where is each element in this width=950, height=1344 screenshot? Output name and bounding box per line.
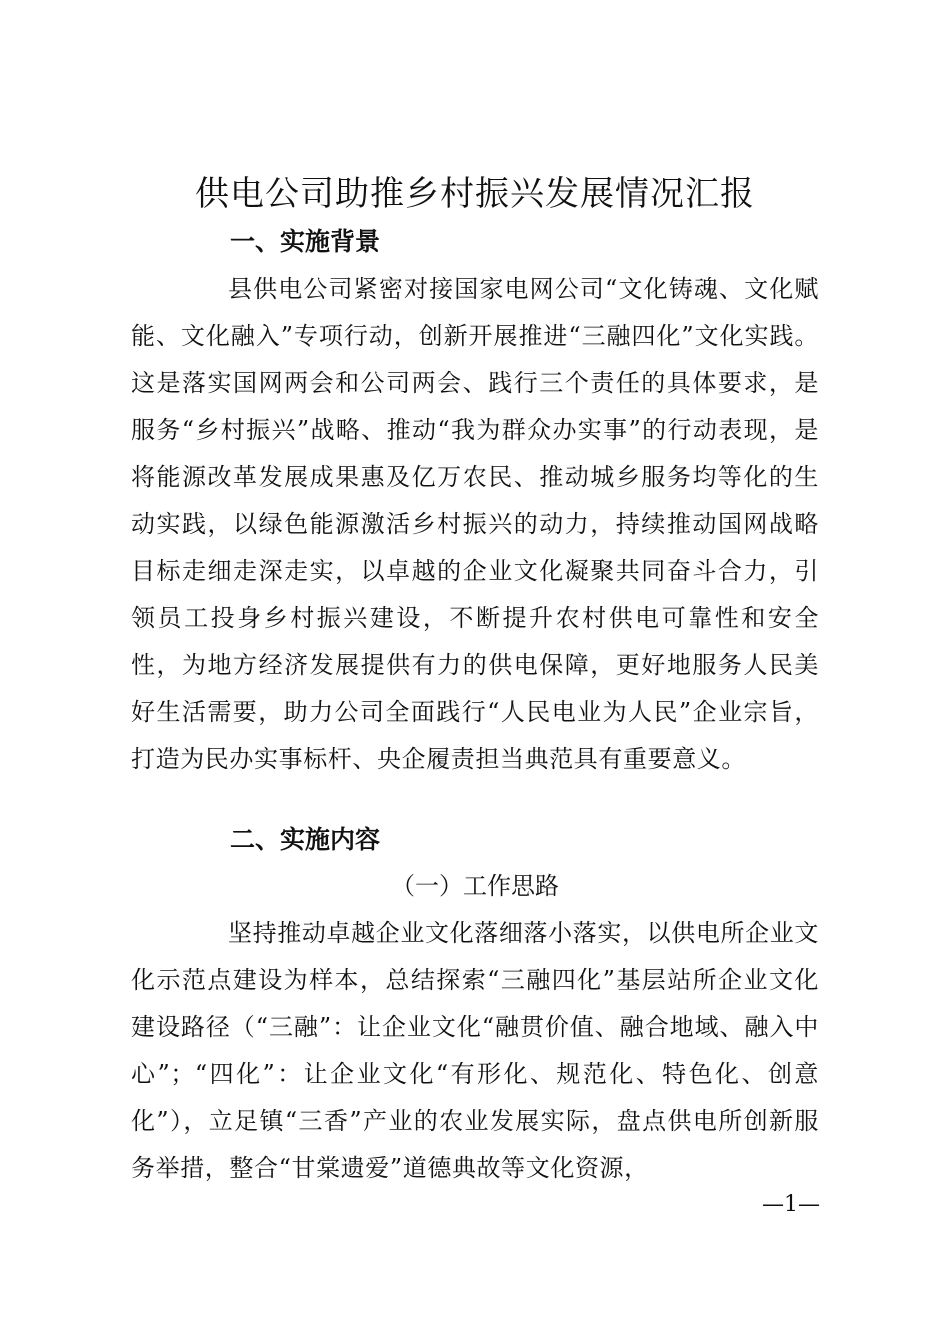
document-title: 供电公司助推乡村振兴发展情况汇报	[195, 174, 755, 214]
subsection-heading-approach: （一）工作思路	[391, 872, 559, 900]
page-number: —1—	[762, 1192, 820, 1217]
section-heading-content: 二、实施内容	[230, 825, 381, 854]
section-paragraph-approach: 坚持推动卓越企业文化落细落小落实，以供电所企业文化示范点建设为样本，总结探索“三融四化”基层站所企业文化建设路径（“三融”：让企业文化“融贯价值、融合地域、融入中心”；“四化”：让企业文化“有形化、规范化、特色化、创意化”），立足镇“三香”产业的农业发展实际，盘点供电所创新服务举措，整合“甘棠遗爱”道德典故等文化资源，	[131, 919, 819, 1182]
section-paragraph-background: 县供电公司紧密对接国家电网公司“文化铸魂、文化赋能、文化融入”专项行动，创新开展推进“三融四化”文化实践。这是落实国网两会和公司两会、践行三个责任的具体要求，是服务“乡村振兴”战略、推动“我为群众办实事”的行动表现，是将能源改革发展成果惠及亿万农民、推动城乡服务均等化的生动实践，以绿色能源激活乡村振兴的动力，持续推动国网战略目标走细走深走实，以卓越的企业文化凝聚共同奋斗合力，引领员工投身乡村振兴建设，不断提升农村供电可靠性和安全性，为地方经济发展提供有力的供电保障，更好地服务人民美好生活需要，助力公司全面践行“人民电业为人民”企业宗旨，打造为民办实事标杆、央企履责担当典范具有重要意义。	[131, 275, 819, 773]
section-heading-background: 一、实施背景	[230, 227, 381, 256]
